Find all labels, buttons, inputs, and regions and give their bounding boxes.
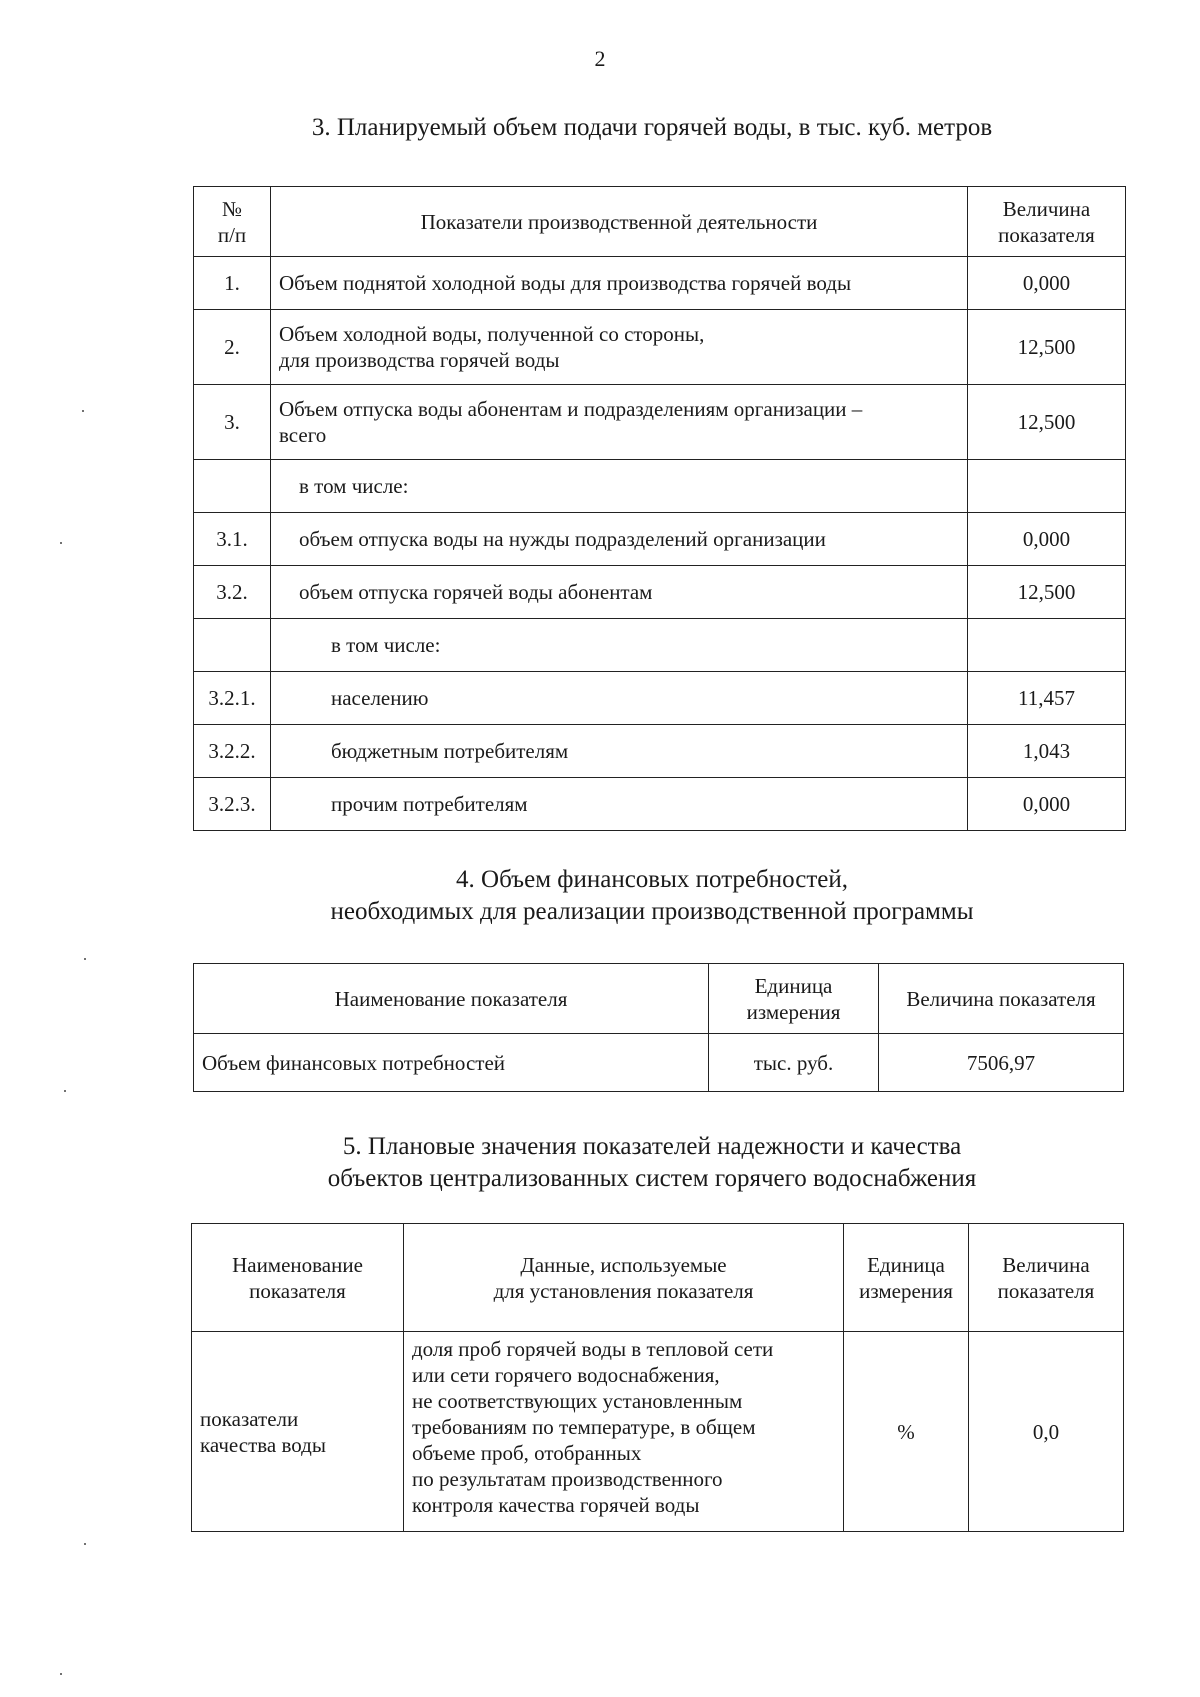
row-indicator: показатели качества воды <box>192 1332 404 1532</box>
col-header-unit: Единица измерения <box>709 964 879 1034</box>
table-row <box>194 385 1126 460</box>
row-value: 12,500 <box>968 385 1126 460</box>
table-row <box>192 1332 1124 1532</box>
row-indicator: прочим потребителям <box>271 778 968 831</box>
row-value <box>968 619 1126 672</box>
table-row <box>194 513 1126 566</box>
table-row <box>194 1034 1124 1092</box>
table-row <box>194 460 1126 513</box>
section4-title: 4. Объем финансовых потребностей, необходимых для реализации производственной программы <box>330 866 974 925</box>
row-value: 0,000 <box>968 778 1126 831</box>
row-number: 3.2. <box>194 566 271 619</box>
col-header-value: Величина показателя <box>969 1224 1124 1332</box>
row-number <box>194 619 271 672</box>
row-number: 3. <box>194 385 271 460</box>
scan-speck <box>84 958 86 960</box>
row-indicator: в том числе: <box>271 460 968 513</box>
hot-water-volume-table <box>193 186 1126 831</box>
col-header-value: Величина показателя <box>968 187 1126 257</box>
row-number: 1. <box>194 257 271 310</box>
row-value: 0,000 <box>968 513 1126 566</box>
scan-speck <box>82 410 84 412</box>
reliability-quality-table <box>191 1223 1124 1532</box>
row-number: 3.2.3. <box>194 778 271 831</box>
row-source-data: доля проб горячей воды в тепловой сети или сети горячего водоснабжения, не соответствующих установленным требованиям по температуре, в общем объеме проб, отобранных по результатам производственного контроля качества горячей воды <box>404 1332 844 1532</box>
col-header-number: № п/п <box>194 187 271 257</box>
row-indicator: объем отпуска горячей воды абонентам <box>271 566 968 619</box>
col-header-indicator: Показатели производственной деятельности <box>271 187 968 257</box>
row-indicator: населению <box>271 672 968 725</box>
table-row <box>194 778 1126 831</box>
scan-speck <box>64 1090 66 1092</box>
row-value: 11,457 <box>968 672 1126 725</box>
row-indicator: объем отпуска воды на нужды подразделений организации <box>271 513 968 566</box>
scan-speck <box>60 1673 62 1675</box>
col-header-unit: Единица измерения <box>844 1224 969 1332</box>
table-row <box>194 672 1126 725</box>
row-indicator: Объем холодной воды, полученной со стороны, для производства горячей воды <box>271 310 968 385</box>
row-value: 12,500 <box>968 566 1126 619</box>
row-unit: тыс. руб. <box>709 1034 879 1092</box>
row-value: 12,500 <box>968 310 1126 385</box>
scan-speck <box>84 1543 86 1545</box>
row-value: 0,0 <box>969 1332 1124 1532</box>
row-number: 3.2.2. <box>194 725 271 778</box>
row-indicator: в том числе: <box>271 619 968 672</box>
table-row <box>194 310 1126 385</box>
row-number <box>194 460 271 513</box>
financial-needs-table <box>193 963 1124 1092</box>
row-indicator: Объем отпуска воды абонентам и подразделениям организации – всего <box>271 385 968 460</box>
row-unit: % <box>844 1332 969 1532</box>
col-header-indicator-name: Наименование показателя <box>192 1224 404 1332</box>
page-number: 2 <box>594 46 606 71</box>
table-row <box>194 619 1126 672</box>
row-value <box>968 460 1126 513</box>
col-header-indicator-name: Наименование показателя <box>194 964 709 1034</box>
row-indicator: Объем поднятой холодной воды для производства горячей воды <box>271 257 968 310</box>
section3-title: 3. Планируемый объем подачи горячей воды, в тыс. куб. метров <box>311 114 993 141</box>
col-header-value: Величина показателя <box>879 964 1124 1034</box>
table-header-row <box>194 187 1126 257</box>
table-header-row <box>194 964 1124 1034</box>
row-number: 3.1. <box>194 513 271 566</box>
row-value: 0,000 <box>968 257 1126 310</box>
table-row <box>194 725 1126 778</box>
table-header-row <box>192 1224 1124 1332</box>
row-number: 2. <box>194 310 271 385</box>
col-header-source-data: Данные, используемые для установления показателя <box>404 1224 844 1332</box>
table-row <box>194 566 1126 619</box>
row-indicator: бюджетным потребителям <box>271 725 968 778</box>
table-row <box>194 257 1126 310</box>
row-indicator: Объем финансовых потребностей <box>194 1034 709 1092</box>
row-number: 3.2.1. <box>194 672 271 725</box>
row-value: 7506,97 <box>879 1034 1124 1092</box>
section5-title: 5. Плановые значения показателей надежности и качества объектов централизованных систем горячего водоснабжения <box>327 1133 977 1192</box>
scan-speck <box>60 542 62 544</box>
row-value: 1,043 <box>968 725 1126 778</box>
